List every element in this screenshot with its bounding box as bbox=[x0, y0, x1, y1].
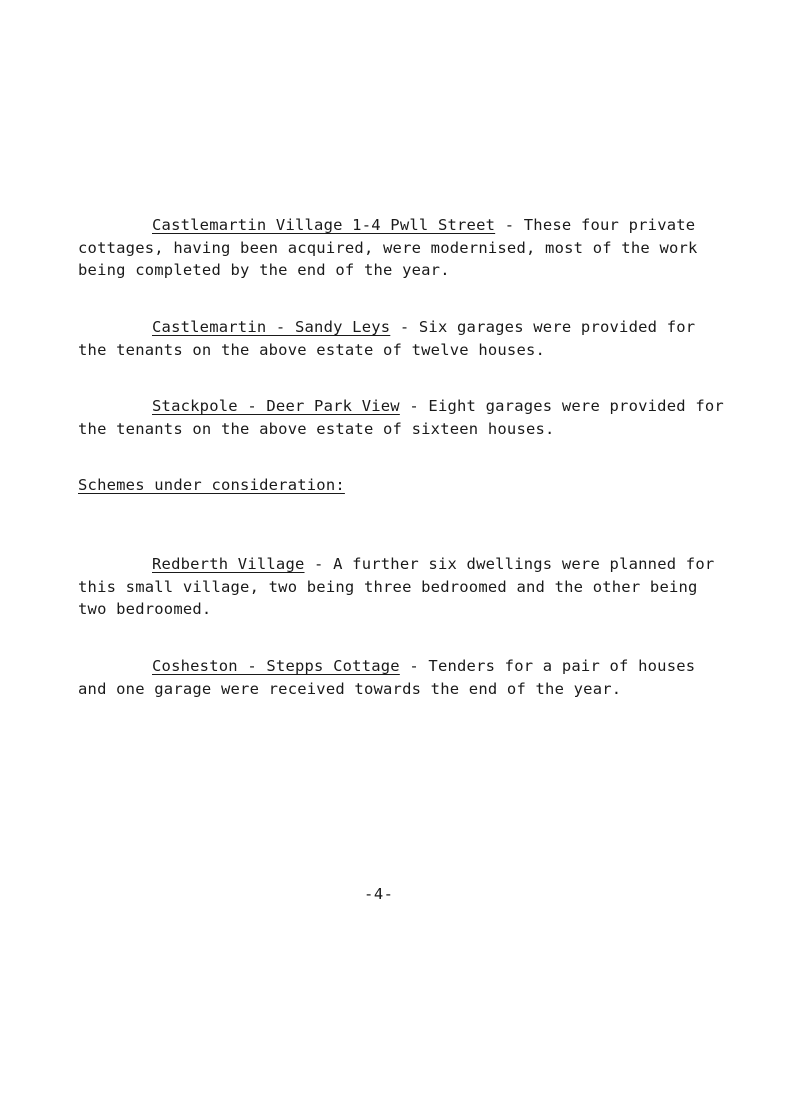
page-number: -4- bbox=[364, 885, 394, 903]
paragraph-sandy-leys bbox=[78, 316, 728, 361]
paragraph-heading: Redberth Village bbox=[152, 555, 305, 573]
paragraph-body: - A further six dwellings were planned for this small village, two being three bedroomed and the other being two bedroomed. bbox=[78, 555, 715, 618]
paragraph-heading: Castlemartin - Sandy Leys bbox=[152, 318, 391, 336]
paragraph-redberth-village bbox=[78, 553, 728, 621]
section-heading-schemes bbox=[78, 474, 728, 497]
paragraph-cosheston bbox=[78, 655, 728, 700]
paragraph-heading: Schemes under consideration: bbox=[78, 476, 345, 494]
paragraph-body: - Tenders for a pair of houses and one garage were received towards the end of the year. bbox=[78, 657, 696, 698]
paragraph-stackpole bbox=[78, 395, 728, 440]
paragraph-heading: Castlemartin Village 1-4 Pwll Street bbox=[152, 216, 496, 234]
paragraph-castlemartin-village bbox=[78, 214, 728, 282]
paragraph-body: - Six garages were provided for the tenants on the above estate of twelve houses. bbox=[78, 318, 696, 359]
paragraph-heading: Cosheston - Stepps Cottage bbox=[152, 657, 400, 675]
paragraph-body: - These four private cottages, having been acquired, were modernised, most of the work being completed by the end of the year. bbox=[78, 216, 698, 279]
paragraph-heading: Stackpole - Deer Park View bbox=[152, 397, 400, 415]
paragraph-body: - Eight garages were provided for the tenants on the above estate of sixteen houses. bbox=[78, 397, 724, 438]
